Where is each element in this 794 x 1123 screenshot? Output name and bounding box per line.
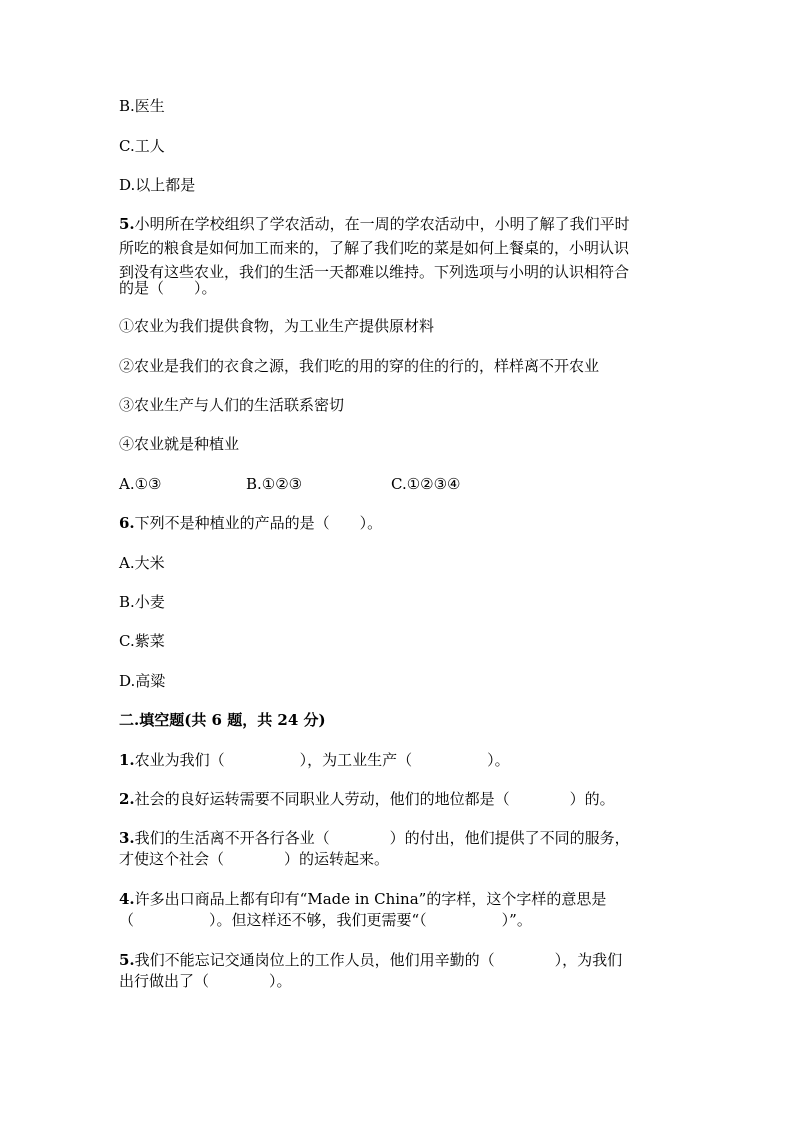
- q5-option-c: C.①②③④: [391, 475, 461, 493]
- q6-option-a: A.大米: [119, 554, 165, 572]
- q5-stem-line-3: 到没有这些农业，我们的生活一天都难以维持。下列选项与小明的认识相符合: [119, 263, 630, 281]
- q5-statement-1: ①农业为我们提供食物，为工业生产提供原材料: [119, 317, 435, 335]
- q6-option-b: B.小麦: [119, 593, 165, 611]
- q6-option-c: C.紫菜: [119, 632, 165, 650]
- q5-statement-2: ②农业是我们的衣食之源，我们吃的用的穿的住的行的，样样离不开农业: [119, 357, 600, 375]
- fill-q5-number: 5.: [119, 951, 135, 969]
- q6-stem: 6.下列不是种植业的产品的是（ ）。: [119, 514, 383, 532]
- q5-option-b: B.①②③: [246, 475, 303, 493]
- q5-stem-line-1: 5.小明所在学校组织了学农活动，在一周的学农活动中，小明了解了我们平时: [119, 215, 630, 233]
- fill-q4-line-2: （ ）。但这样还不够，我们更需要“（ ）”。: [119, 911, 532, 929]
- q6-number: 6.: [119, 514, 135, 532]
- q4-option-b: B.医生: [119, 97, 165, 115]
- fill-q3-line-2: 才使这个社会（ ）的运转起来。: [119, 850, 390, 868]
- q5-stem-line-2: 所吃的粮食是如何加工而来的，了解了我们吃的菜是如何上餐桌的，小明认识: [119, 239, 630, 257]
- q5-number: 5.: [119, 215, 135, 233]
- fill-q1: 1.农业为我们（ ），为工业生产（ ）。: [119, 751, 510, 769]
- fill-q3-line-1: 3.我们的生活离不开各行各业（ ）的付出，他们提供了不同的服务，: [119, 829, 630, 847]
- q4-option-d: D.以上都是: [119, 176, 196, 194]
- fill-q4-number: 4.: [119, 890, 135, 908]
- q5-stem-line-4: 的是（ ）。: [119, 279, 217, 297]
- fill-q2-number: 2.: [119, 790, 135, 808]
- section-title-fill-in: 二.填空题(共 6 题，共 24 分): [119, 711, 326, 729]
- fill-q4-line-1: 4.许多出口商品上都有印有“Made in China”的字样，这个字样的意思是: [119, 890, 607, 908]
- fill-q5-line-2: 出行做出了（ ）。: [119, 972, 292, 990]
- q4-option-c: C.工人: [119, 137, 165, 155]
- fill-q1-number: 1.: [119, 751, 135, 769]
- q5-statement-4: ④农业就是种植业: [119, 435, 240, 453]
- q6-option-d: D.高粱: [119, 672, 166, 690]
- q5-option-a: A.①③: [119, 475, 162, 493]
- q5-statement-3: ③农业生产与人们的生活联系密切: [119, 396, 345, 414]
- fill-q5-line-1: 5.我们不能忘记交通岗位上的工作人员，他们用辛勤的（ ），为我们: [119, 951, 623, 969]
- fill-q2: 2.社会的良好运转需要不同职业人劳动，他们的地位都是（ ）的。: [119, 790, 615, 808]
- fill-q3-number: 3.: [119, 829, 135, 847]
